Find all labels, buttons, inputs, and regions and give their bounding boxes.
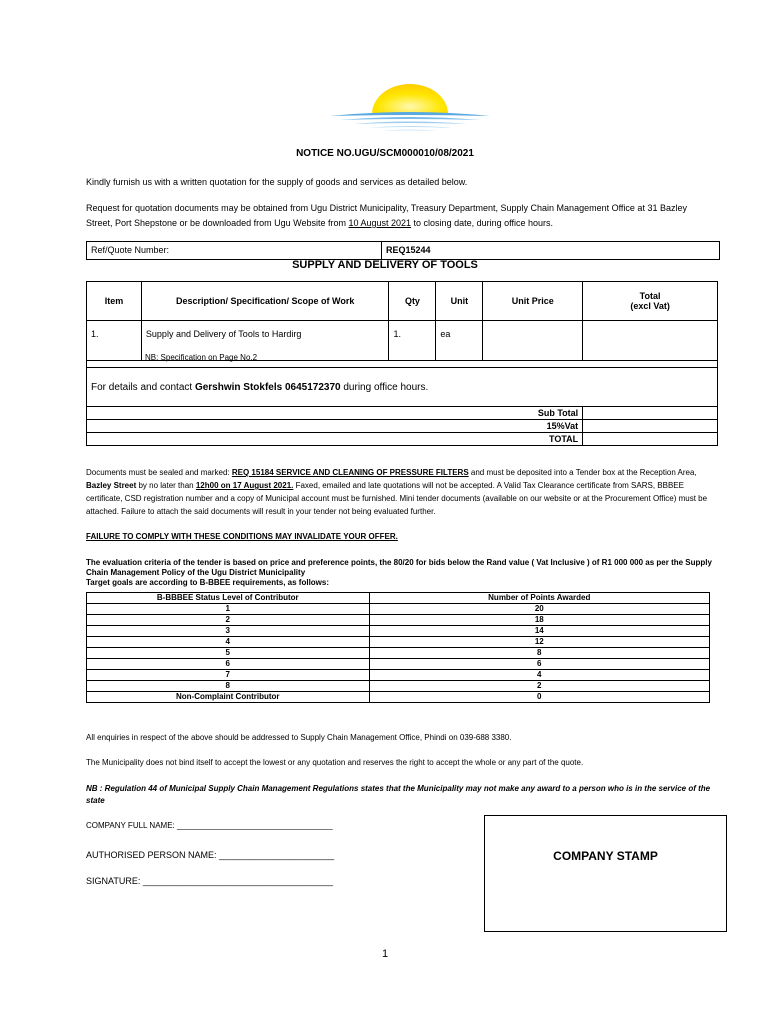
- cell-unit: ea: [436, 321, 483, 361]
- subtotal-row: [87, 407, 718, 420]
- cell-item: 1.: [87, 321, 142, 361]
- total-row: [87, 433, 718, 446]
- cell-unit-price[interactable]: [483, 321, 583, 361]
- bbbee-header-points: Number of Points Awarded: [369, 593, 709, 604]
- total-value[interactable]: [583, 433, 718, 446]
- table-row: [87, 626, 710, 637]
- docs-text-1: Documents must be sealed and marked:: [86, 468, 232, 477]
- docs-text-2: and must be deposited into a Tender box at the Reception Area,: [468, 468, 697, 477]
- header-unit: Unit: [436, 282, 483, 321]
- bbbee-points: 14: [369, 626, 709, 637]
- ugu-logo: [325, 78, 495, 136]
- bbbee-points: 6: [369, 659, 709, 670]
- notice-title: NOTICE NO.UGU/SCM000010/08/2021: [296, 148, 474, 159]
- enquiries-text: All enquiries in respect of the above should be addressed to Supply Chain Management Office, Phindi on 039-688 3380.: [86, 733, 512, 742]
- bbbee-level: 5: [87, 648, 370, 659]
- bbbee-points: 20: [369, 604, 709, 615]
- bbbee-points: 18: [369, 615, 709, 626]
- authorised-person-field[interactable]: AUTHORISED PERSON NAME: _______________________: [86, 850, 335, 860]
- header-total: [583, 282, 718, 321]
- table-header-row: [87, 282, 718, 321]
- company-stamp-box[interactable]: [484, 815, 727, 932]
- subtotal-value[interactable]: [583, 407, 718, 420]
- cell-qty: 1.: [389, 321, 436, 361]
- contact-name: Gershwin Stokfels 0645172370: [194, 381, 341, 393]
- contact-cell: [87, 368, 718, 407]
- subtotal-label: Sub Total: [87, 407, 583, 420]
- bbbee-header-row: [87, 593, 710, 604]
- evaluation-criteria: [86, 558, 726, 588]
- not-bind-text: The Municipality does not bind itself to accept the lowest or any quotation and reserves the right to accept the whole or any part of the quote.: [86, 758, 584, 767]
- header-total-sub: (excl Vat): [630, 301, 670, 311]
- bbbee-header-level: B-BBBEE Status Level of Contributor: [87, 593, 370, 604]
- request-paragraph: [86, 201, 706, 231]
- docs-text-3: by no later than: [136, 481, 196, 490]
- table-row: [87, 637, 710, 648]
- ref-label: Ref/Quote Number:: [87, 242, 382, 259]
- docs-ref: REQ 15184 SERVICE AND CLEANING OF PRESSURE FILTERS: [231, 468, 469, 477]
- company-name-field[interactable]: COMPANY FULL NAME: ___________________________________: [86, 821, 333, 830]
- contact-row: [87, 368, 718, 407]
- total-label: TOTAL: [87, 433, 583, 446]
- supply-title: SUPPLY AND DELIVERY OF TOOLS: [292, 259, 478, 271]
- cell-total[interactable]: [583, 321, 718, 361]
- header-description: Description/ Specification/ Scope of Work: [141, 282, 389, 321]
- header-item: Item: [87, 282, 142, 321]
- table-row: [87, 659, 710, 670]
- bbbee-points: 8: [369, 648, 709, 659]
- bbbee-level: 4: [87, 637, 370, 648]
- documents-paragraph: [86, 466, 722, 518]
- table-row: [87, 670, 710, 681]
- table-row: [87, 615, 710, 626]
- contact-text: For details and contact: [91, 381, 195, 393]
- description-text: Supply and Delivery of Tools to Hardirg: [145, 329, 302, 339]
- ref-value: REQ15244: [386, 245, 431, 255]
- request-text-end: to closing date, during office hours.: [411, 218, 553, 228]
- docs-deadline: 12h00 on 17 August 2021.: [195, 481, 294, 490]
- ref-quote-box: [86, 241, 720, 260]
- bbbee-level: 2: [87, 615, 370, 626]
- bbbee-level: Non-Complaint Contributor: [87, 692, 370, 703]
- intro-text: Kindly furnish us with a written quotation for the supply of goods and services as detailed below.: [86, 177, 468, 187]
- bbbee-points: 4: [369, 670, 709, 681]
- bbbee-level: 1: [87, 604, 370, 615]
- bbbee-level: 8: [87, 681, 370, 692]
- docs-text-4: Faxed, emailed and late quotations will not be accepted. A Valid Tax Clearance certificate from SARS, BBBEE certificate, CSD registration number and a copy of Municipal account must be furnished. Mini tender documents (available on our website or at the Procurement Office) must be attached. Failure to attach the said documents will result in your tender not being evaluated further.: [86, 481, 708, 516]
- docs-street: Bazley Street: [86, 481, 137, 490]
- bbbee-level: 6: [87, 659, 370, 670]
- specification-note: NB: Specification on Page No.2: [145, 353, 258, 362]
- criteria-line-2: Target goals are according to B-BBEE requirements, as follows:: [86, 578, 330, 587]
- nb-regulation-text: NB : Regulation 44 of Municipal Supply Chain Management Regulations states that the Municipality may not make any award to a person who is in the service of the state: [86, 784, 711, 805]
- failure-warning: FAILURE TO COMPLY WITH THESE CONDITIONS MAY INVALIDATE YOUR OFFER.: [86, 532, 398, 541]
- bbbee-table: [86, 592, 710, 703]
- contact-text-end: during office hours.: [340, 381, 429, 393]
- quotation-table: [86, 281, 718, 446]
- table-row: [87, 648, 710, 659]
- bbbee-points: 12: [369, 637, 709, 648]
- bbbee-level: 7: [87, 670, 370, 681]
- header-unit-price: Unit Price: [483, 282, 583, 321]
- header-total-label: Total: [639, 291, 661, 301]
- request-date: 10 August 2021: [348, 218, 412, 228]
- vat-label: 15%Vat: [87, 420, 583, 433]
- table-row: [87, 692, 710, 703]
- vat-row: [87, 420, 718, 433]
- page-number: 1: [381, 948, 389, 960]
- criteria-line-1: The evaluation criteria of the tender is based on price and preference points, the 80/20 for bids below the Rand value ( Vat Inclusive ) of R1 000 000 as per the Supply Chain Management Policy of the Ugu District Municipality: [86, 558, 712, 577]
- signature-field[interactable]: SIGNATURE: ______________________________________: [86, 876, 334, 886]
- table-row: [87, 604, 710, 615]
- vat-value[interactable]: [583, 420, 718, 433]
- header-qty: Qty: [389, 282, 436, 321]
- bbbee-points: 2: [369, 681, 709, 692]
- company-stamp-label: COMPANY STAMP: [553, 849, 658, 863]
- bbbee-level: 3: [87, 626, 370, 637]
- bbbee-points: 0: [369, 692, 709, 703]
- request-text: Request for quotation documents may be obtained from Ugu District Municipality, Treasury Department, Supply Chain Management Office at 31 Bazley Street, Port Shepstone or be downloaded from Ugu Website from: [86, 203, 687, 228]
- table-row: [87, 681, 710, 692]
